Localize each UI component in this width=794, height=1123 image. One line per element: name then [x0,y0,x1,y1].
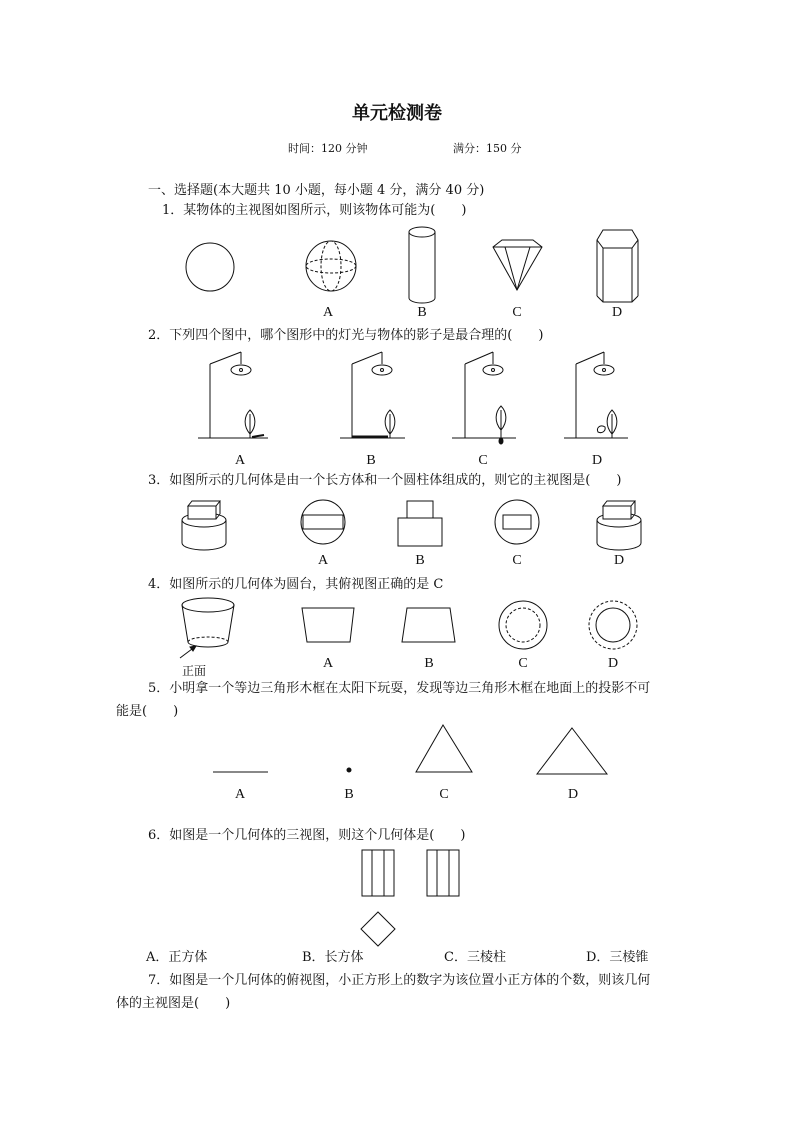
page-title: 单元检测卷 [352,103,442,124]
q6-choice-b: B．长方体 [302,950,364,965]
question-5-text-line2: 能是( ) [116,704,179,719]
q2-option-b-label: B [366,453,376,468]
q5-option-c-label: C [439,787,449,802]
question-3-text: 3．如图所示的几何体是由一个长方体和一个圆柱体组成的，则它的主视图是( ) [148,473,622,488]
q5-option-b-label: B [344,787,354,802]
q4-front-label: 正面 [182,664,207,678]
question-6-text: 6．如图是一个几何体的三视图，则这个几何体是( ) [148,828,466,843]
question-7-text-line2: 体的主视图是( ) [116,996,231,1011]
q1-option-a-label: A [322,305,334,320]
question-1-text: 1．某物体的主视图如图所示，则该物体可能为( ) [162,203,467,218]
q1-option-b-label: B [417,305,427,320]
q5-option-a-label: A [234,787,246,802]
q4-option-a-label: A [322,656,334,671]
q1-option-c-label: C [512,305,522,320]
question-5-text-line1: 5．小明拿一个等边三角形木框在太阳下玩耍，发现等边三角形木框在地面上的投影不可 [148,681,651,696]
q6-choice-a: A．正方体 [146,950,208,965]
question-2-text: 2．下列四个图中，哪个图形中的灯光与物体的影子是最合理的( ) [148,328,544,343]
q2-option-a-label: A [234,453,246,468]
q6-choice-c: C．三棱柱 [444,950,506,965]
q4-option-d-label: D [607,656,619,671]
q3-option-a-label: A [317,553,329,568]
section-heading: 一、选择题(本大题共 10 小题，每小题 4 分，满分 40 分) [148,183,485,198]
q3-option-d-label: D [613,553,625,568]
score-label: 满分：150 分 [453,142,522,155]
q1-option-d-label: D [611,305,623,320]
question-4-text: 4．如图所示的几何体为圆台，其俯视图正确的是 C [148,577,444,592]
q6-choice-d: D．三棱锥 [586,950,649,965]
q5-option-d-label: D [567,787,579,802]
q4-option-c-label: C [518,656,528,671]
q2-option-d-label: D [591,453,603,468]
q2-option-c-label: C [478,453,488,468]
q3-option-c-label: C [512,553,522,568]
question-7-text-line1: 7．如图是一个几何体的俯视图，小正方形上的数字为该位置小正方体的个数，则该几何 [148,973,651,988]
q3-option-b-label: B [415,553,425,568]
q4-option-b-label: B [424,656,434,671]
time-label: 时间：120 分钟 [288,142,368,155]
